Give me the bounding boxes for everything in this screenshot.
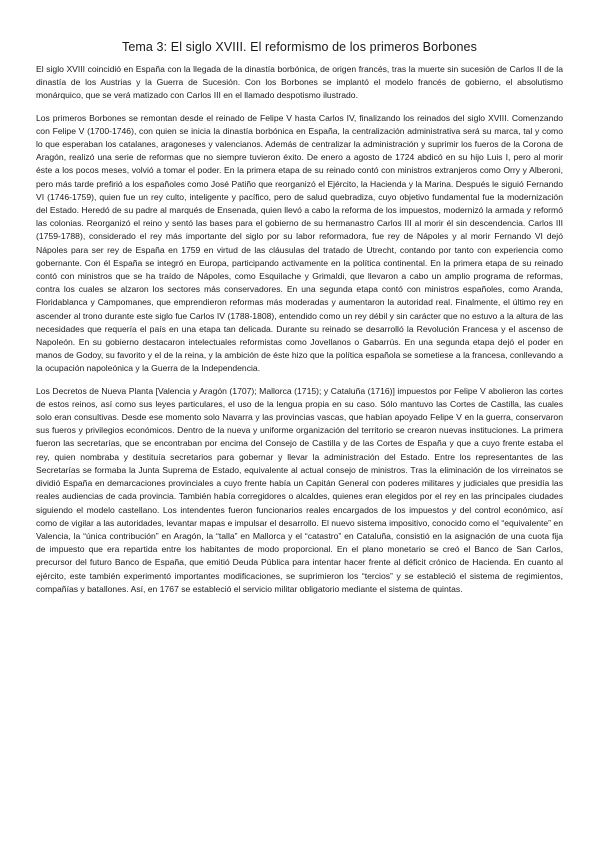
paragraph-intro: El siglo XVIII coincidió en España con la llegada de la dinastía borbónica, de origen francés, tras la muerte sin sucesión de Carlos II de la dinastía de los Austrias y la Guerra de Sucesión. Con los Borbones se implantó el modelo francés de gobierno, el absolutismo monárquico, que se verá matizado con Carlos III en el llamado despotismo ilustrado.	[36, 64, 563, 101]
paragraph-nueva-planta: Los Decretos de Nueva Planta [Valencia y Aragón (1707); Mallorca (1715); y Cataluña (1716)] impuestos por Felipe V abolieron las cortes de estos reinos, así como sus leyes particulares, el uso de la lengua propia en su caso. Sólo mantuvo las Cortes de Castilla, las cuales solo eran consultivas. Desde ese momento solo Navarra y las provincias vascas, que habían apoyado Felipe V en la guerra, conservaron sus fueros y privilegios económicos. Dentro de la nueva y uniforme organización del territorio se crearon nuevas instituciones. La primera fueron las secretarías, que se encontraban por encima del Consejo de Castilla y de las Cortes de España y que a cuyo frente estaba el rey, quien nombraba y destituía secretarios para gobernar y llevar la administración del Estado. Entre los representantes de las Secretarías se formaba la Junta Suprema de Estado, equivalente al actual consejo de ministros. Tras la eliminación de los virreinatos se dividió España en demarcaciones provinciales a cuyo frente había un Capitán General con poderes militares y judiciales que presidía las reales audiencias de cada provincia. También había corregidores o alcaldes, quienes eran elegidos por el rey en las principales ciudades siguiendo el modelo castellano. Los intendentes fueron funcionarios reales encargados de los impuestos y del control económico, así como de vigilar a las autoridades, levantar mapas e impulsar el desarrollo. El nuevo sistema impositivo, conocido como el “equivalente” en Valencia, la “única contribución” en Aragón, la “talla” en Mallorca y el “catastro” en Cataluña, consistió en la asignación de una cuota fija de impuesto que era repartida entre los habitantes de modo proporcional. En el plano monetario se creó el Banco de San Carlos, precursor del futuro Banco de España, que emitió Deuda Pública para intentar hacer frente al déficit crónico de Hacienda. En cuanto al ejército, este también experimentó importantes modificaciones, se suprimieron los “tercios” y se estableció el sistema de regimientos, compañías y batallones. Así, en 1767 se estableció el servicio militar obligatorio mediante el sistema de quintas.	[36, 385, 563, 594]
document-title: Tema 3: El siglo XVIII. El reformismo de los primeros Borbones	[122, 40, 477, 54]
paragraph-primeros-borbones: Los primeros Borbones se remontan desde el reinado de Felipe V hasta Carlos IV, finalizando los reinados del siglo XVIII. Comenzando con Felipe V (1700-1746), con quien se inicia la dinastía borbónica en España, la centralización administrativa será su marca, tal y como lo que esperaban los catalanes, aragoneses y valencianos. Además de centralizar la administración y suprimir los fueros de la Corona de Aragón, realizó una serie de reformas que no siempre tuvieron éxito. De enero a agosto de 1724 abdicó en su hijo Luis I, pero al morir éste a los pocos meses, volvió a tomar el poder. En la primera etapa de su reinado contó con ministros extranjeros como Orry y Alberoni, pero más tarde prefirió a los españoles como José Patiño que reorganizó el Ejército, la Hacienda y la Marina. Después le siguió Fernando VI (1746-1759), quien fue un rey culto, inteligente y pacífico, pero de salud quebradiza, cuyo objetivo fundamental fue la modernización del Estado. Heredó de su padre al marqués de Ensenada, quien llevó a cabo la reforma de los impuestos, modernizó la armada y reformó las colonias. Reorganizó el reino y sentó las bases para el gobierno de su hermanastro Carlos III al morir él sin descendencia. Carlos III (1759-1788), considerado el rey más importante del siglo por su labor reformadora, fue rey de Nápoles y al morir Fernando VI dejó Nápoles para ser rey de España en 1759 en virtud de las cláusulas del tratado de Utrecht, contando por tanto con experiencia como gobernante. Con él España se integró en Europa, participando activamente en la política continental. En la primera etapa de su reinado contó con ministros que se ha traído de Nápoles, como Esquilache y Grimaldi, que llevaron a cabo un amplio programa de reformas, contra los cuales se alzaron los sectores más conservadores. En una segunda etapa contó con ministros españoles, como Aranda, Floridablanca y Campomanes, que emprendieron reformas más moderadas y aumentaron la autoridad real. Finalmente, el último rey en ascender al trono durante este siglo fue Carlos IV (1788-1808), entendido como un rey débil y sin carácter que no estuvo a la altura de las necesidades que requería el país en una etapa tan delicada. Durante su reinado se desarrolló la Revolución Francesa y el ascenso de Napoleón. En su gobierno destacaron intelectuales reformistas como Jovellanos o Gabarrús. En una segunda etapa dejó el poder en manos de Godoy, su favorito y el de la reina, y la ambición de éste hizo que la política española se sometiese a la francesa, conllevando a la ocupación napoleónica y la Guerra de la Independencia.	[36, 112, 563, 374]
